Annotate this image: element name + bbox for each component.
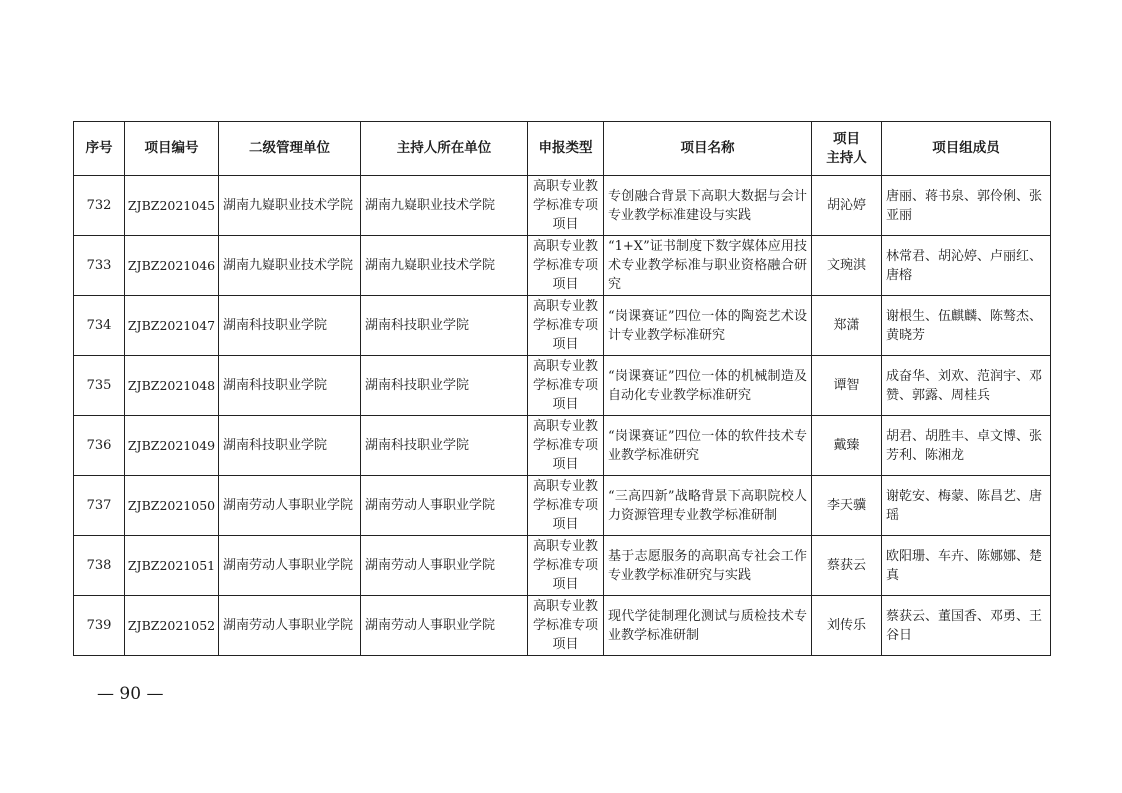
row-name: “岗课赛证”四位一体的陶瓷艺术设计专业教学标准研究 <box>604 296 812 356</box>
row-unit: 湖南科技职业学院 <box>219 296 361 356</box>
row-no: 735 <box>74 356 125 416</box>
row-type: 高职专业教学标准专项项目 <box>528 356 604 416</box>
row-unit: 湖南科技职业学院 <box>219 356 361 416</box>
table-row <box>74 416 1051 476</box>
row-code: ZJBZ2021046 <box>125 236 219 296</box>
table-row <box>74 236 1051 296</box>
row-members: 谢根生、伍麒麟、陈骜杰、黄晓芳 <box>882 296 1051 356</box>
row-leader: 蔡获云 <box>812 536 882 596</box>
row-name: “岗课赛证”四位一体的机械制造及自动化专业教学标准研究 <box>604 356 812 416</box>
row-leader: 胡沁婷 <box>812 176 882 236</box>
header-type: 申报类型 <box>528 122 604 176</box>
row-code: ZJBZ2021048 <box>125 356 219 416</box>
row-no: 737 <box>74 476 125 536</box>
table-row <box>74 476 1051 536</box>
row-no: 732 <box>74 176 125 236</box>
row-no: 733 <box>74 236 125 296</box>
header-host-unit: 主持人所在单位 <box>361 122 528 176</box>
row-code: ZJBZ2021052 <box>125 596 219 656</box>
row-leader: 郑潇 <box>812 296 882 356</box>
row-host-unit: 湖南九嶷职业技术学院 <box>361 176 528 236</box>
header-members: 项目组成员 <box>882 122 1051 176</box>
row-leader: 李天骥 <box>812 476 882 536</box>
row-host-unit: 湖南劳动人事职业学院 <box>361 596 528 656</box>
table-row <box>74 356 1051 416</box>
header-no: 序号 <box>74 122 125 176</box>
table-row <box>74 296 1051 356</box>
row-members: 谢乾安、梅蒙、陈昌艺、唐瑶 <box>882 476 1051 536</box>
row-host-unit: 湖南劳动人事职业学院 <box>361 476 528 536</box>
header-unit: 二级管理单位 <box>219 122 361 176</box>
row-unit: 湖南劳动人事职业学院 <box>219 476 361 536</box>
row-host-unit: 湖南九嶷职业技术学院 <box>361 236 528 296</box>
header-name: 项目名称 <box>604 122 812 176</box>
table-row <box>74 536 1051 596</box>
row-members: 成奋华、刘欢、范润宇、邓赞、郭露、周桂兵 <box>882 356 1051 416</box>
row-host-unit: 湖南科技职业学院 <box>361 416 528 476</box>
row-no: 736 <box>74 416 125 476</box>
row-type: 高职专业教学标准专项项目 <box>528 176 604 236</box>
row-type: 高职专业教学标准专项项目 <box>528 476 604 536</box>
row-unit: 湖南九嶷职业技术学院 <box>219 176 361 236</box>
page-number: — 90 — <box>97 684 164 704</box>
row-name: “三高四新”战略背景下高职院校人力资源管理专业教学标准研制 <box>604 476 812 536</box>
row-name: 基于志愿服务的高职高专社会工作专业教学标准研究与实践 <box>604 536 812 596</box>
row-name: 专创融合背景下高职大数据与会计专业教学标准建设与实践 <box>604 176 812 236</box>
row-unit: 湖南劳动人事职业学院 <box>219 536 361 596</box>
row-leader: 谭智 <box>812 356 882 416</box>
row-code: ZJBZ2021047 <box>125 296 219 356</box>
row-name: “1+X”证书制度下数字媒体应用技术专业教学标准与职业资格融合研究 <box>604 236 812 296</box>
row-members: 蔡获云、董国香、邓勇、王谷日 <box>882 596 1051 656</box>
row-host-unit: 湖南科技职业学院 <box>361 356 528 416</box>
row-leader: 戴臻 <box>812 416 882 476</box>
table-row <box>74 596 1051 656</box>
row-no: 739 <box>74 596 125 656</box>
row-unit: 湖南劳动人事职业学院 <box>219 596 361 656</box>
header-leader: 项目 主持人 <box>812 122 882 176</box>
row-members: 唐丽、蒋书泉、郭伶俐、张亚丽 <box>882 176 1051 236</box>
row-host-unit: 湖南科技职业学院 <box>361 296 528 356</box>
row-type: 高职专业教学标准专项项目 <box>528 596 604 656</box>
header-code: 项目编号 <box>125 122 219 176</box>
row-type: 高职专业教学标准专项项目 <box>528 236 604 296</box>
row-members: 欧阳珊、车卉、陈娜娜、楚真 <box>882 536 1051 596</box>
row-name: 现代学徒制理化测试与质检技术专业教学标准研制 <box>604 596 812 656</box>
row-no: 734 <box>74 296 125 356</box>
row-unit: 湖南九嶷职业技术学院 <box>219 236 361 296</box>
row-type: 高职专业教学标准专项项目 <box>528 296 604 356</box>
row-host-unit: 湖南劳动人事职业学院 <box>361 536 528 596</box>
table-row <box>74 176 1051 236</box>
row-code: ZJBZ2021050 <box>125 476 219 536</box>
row-members: 胡君、胡胜丰、卓文博、张芳利、陈湘龙 <box>882 416 1051 476</box>
row-type: 高职专业教学标准专项项目 <box>528 416 604 476</box>
row-leader: 刘传乐 <box>812 596 882 656</box>
table-header-row <box>74 122 1051 176</box>
row-code: ZJBZ2021051 <box>125 536 219 596</box>
row-name: “岗课赛证”四位一体的软件技术专业教学标准研究 <box>604 416 812 476</box>
project-table <box>73 121 1051 656</box>
row-leader: 文琬淇 <box>812 236 882 296</box>
row-type: 高职专业教学标准专项项目 <box>528 536 604 596</box>
row-unit: 湖南科技职业学院 <box>219 416 361 476</box>
row-code: ZJBZ2021045 <box>125 176 219 236</box>
row-no: 738 <box>74 536 125 596</box>
row-members: 林常君、胡沁婷、卢丽红、唐榕 <box>882 236 1051 296</box>
row-code: ZJBZ2021049 <box>125 416 219 476</box>
